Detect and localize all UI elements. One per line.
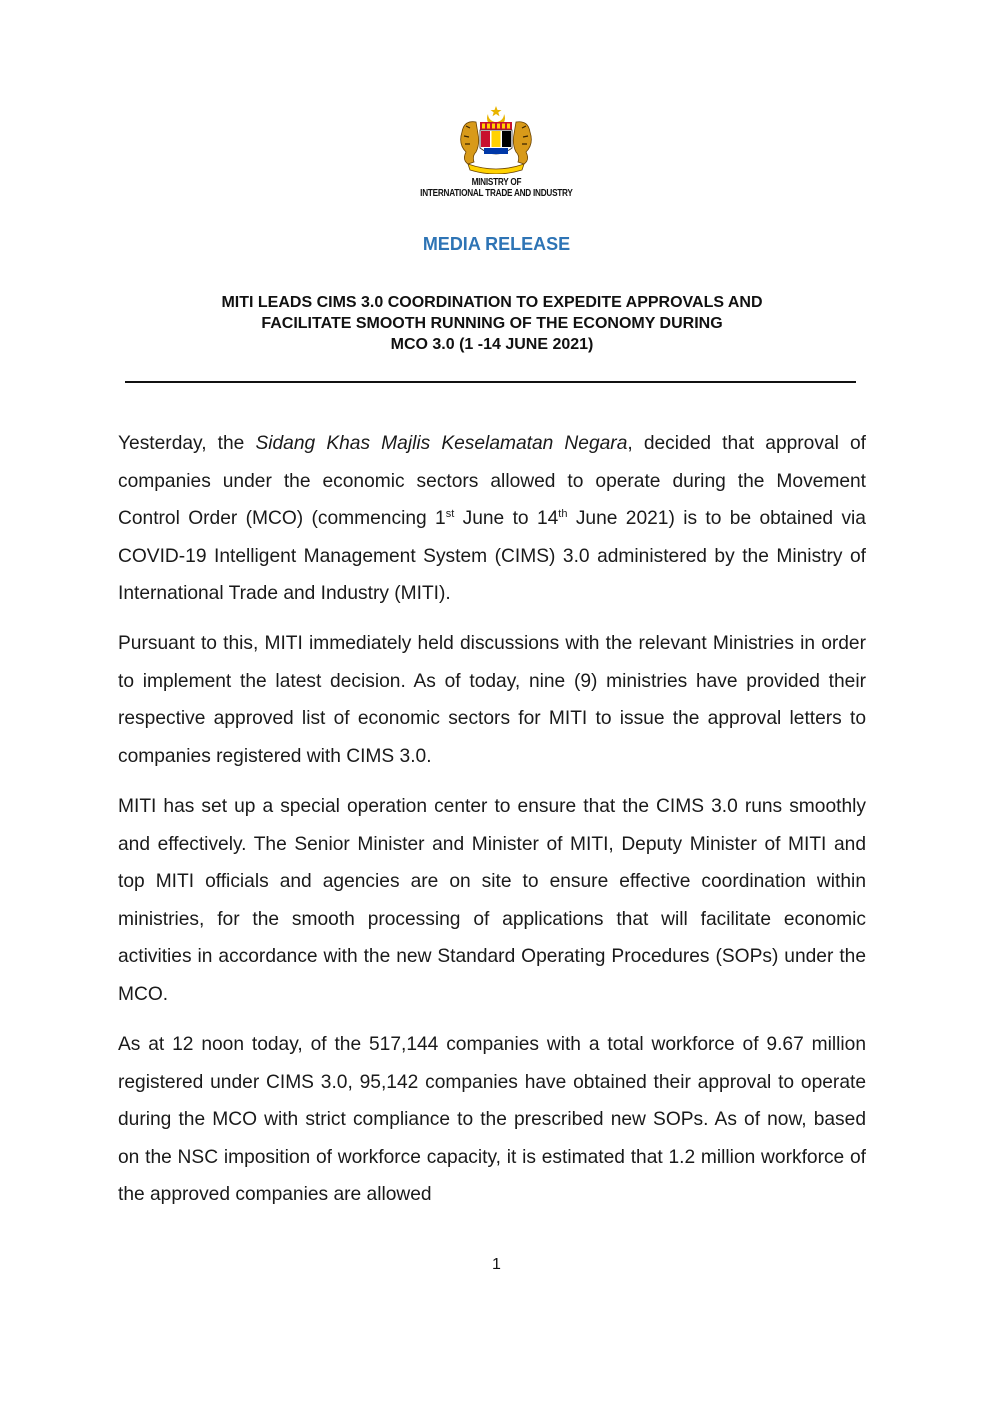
paragraph-4 [118,1026,866,1214]
paragraph-1-text-c: June to 14 [454,508,559,529]
paragraph-1-text-b: , decided that approval of companies under the economic sectors allowed to operate during the Movement Control Order (MCO) (commencing 1 [118,433,866,529]
paragraph-1 [118,425,866,613]
headline [118,292,866,355]
paragraph-1-text-a: Yesterday, the [118,433,256,454]
paragraph-3-text: MITI has set up a special operation center to ensure that the CIMS 3.0 runs smoothly and effectively. The Senior Minister and Minister of MITI, Deputy Minister of MITI and top MITI officials and agencies are on site to ensure effective coordination within ministries, for the smooth processing of applications that will facilitate economic activities in accordance with the new Standard Operating Procedures (SOPs) under the MCO. [118,796,866,1005]
paragraph-2 [118,625,866,775]
page-number: 1 [492,1256,501,1273]
malaysia-coat-of-arms-icon [448,104,544,174]
media-release-label: MEDIA RELEASE [422,234,571,254]
headline-line1: MITI LEADS CIMS 3.0 COORDINATION TO EXPEDITE APPROVALS AND [221,294,763,311]
superscript-st: st [445,508,455,520]
paragraph-2-text: Pursuant to this, MITI immediately held discussions with the relevant Ministries in order to implement the latest decision. As of today, nine (9) ministries have provided their respective approved list of economic sectors for MITI to issue the approval letters to companies registered with CIMS 3.0. [118,633,866,767]
ministry-name-line1: MINISTRY OF [471,177,522,188]
headline-divider [125,381,856,383]
paragraph-1-text-d: June 2021) is to be obtained via COVID-19 Intelligent Management System (CIMS) 3.0 administered by the Ministry of International Trade and Industry (MITI). [118,508,866,604]
superscript-th: th [558,508,568,520]
council-name: Sidang Khas Majlis Keselamatan Negara [255,433,628,454]
paragraph-3 [118,788,866,1013]
ministry-name-line2: INTERNATIONAL TRADE AND INDUSTRY [420,188,573,199]
paragraph-4-text: As at 12 noon today, of the 517,144 companies with a total workforce of 9.67 million registered under CIMS 3.0, 95,142 companies have obtained their approval to operate during the MCO with strict compliance to the prescribed new SOPs. As of now, based on the NSC imposition of workforce capacity, it is estimated that 1.2 million workforce of the approved companies are allowed [118,1034,866,1205]
headline-line3: MCO 3.0 (1 -14 JUNE 2021) [390,336,594,353]
headline-line2: FACILITATE SMOOTH RUNNING OF THE ECONOMY DURING [261,315,723,332]
